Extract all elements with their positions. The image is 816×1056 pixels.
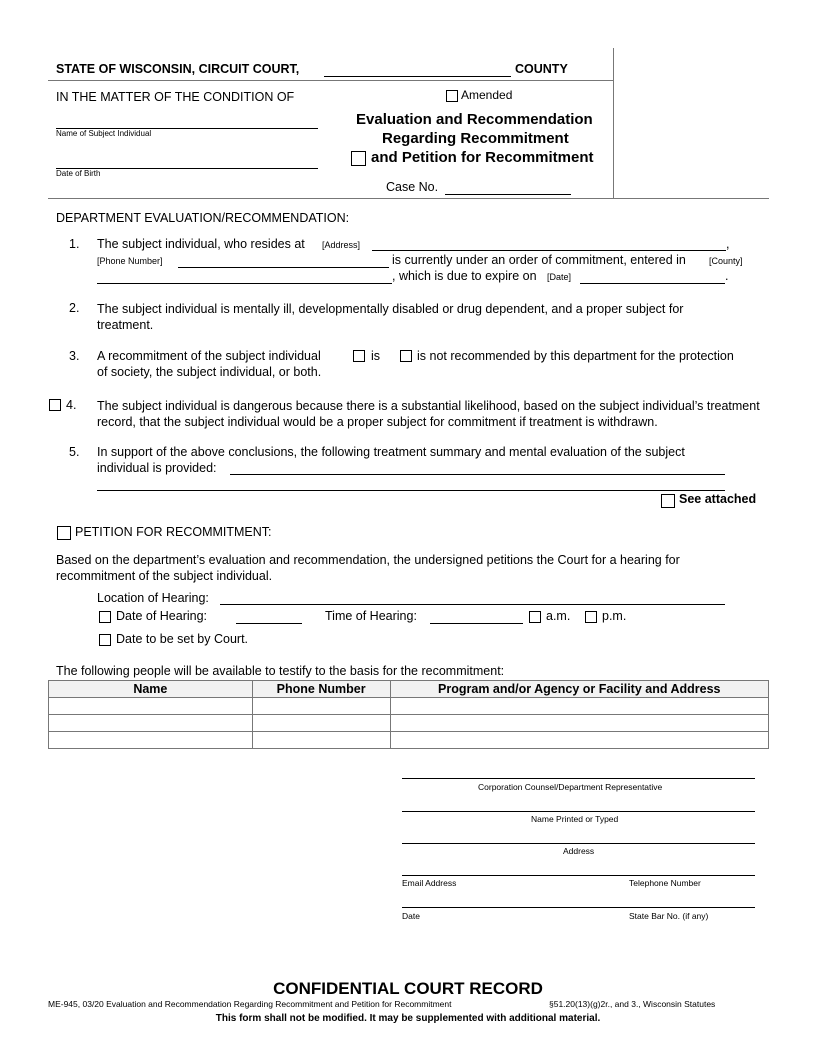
witness-phone-cell[interactable] [252, 698, 390, 715]
item1-comma: , [726, 237, 730, 251]
address-label: Address [563, 846, 595, 856]
witness-name-cell[interactable] [49, 715, 253, 732]
table-row [49, 698, 769, 715]
petition-checkbox[interactable] [57, 526, 71, 540]
witness-name-cell[interactable] [49, 698, 253, 715]
item1-address-tag: [Address] [322, 240, 361, 250]
item1-number: 1. [69, 237, 80, 251]
witness-phone-cell[interactable] [252, 732, 390, 749]
county-input[interactable] [324, 62, 511, 77]
amended-checkbox[interactable] [446, 90, 458, 102]
confidential-banner: CONFIDENTIAL COURT RECORD [273, 979, 543, 998]
treatment-summary-input-1[interactable] [230, 460, 725, 475]
item3-is-not-label: is not recommended by this department for the protection [417, 349, 734, 363]
petition-title-checkbox[interactable] [351, 151, 366, 166]
item1-text-c: , which is due to expire on [392, 269, 537, 283]
representative-signature-line[interactable] [402, 778, 755, 779]
item3-is-label: is [371, 349, 381, 363]
email-label: Email Address [402, 878, 457, 888]
recommitment-is-checkbox[interactable] [353, 350, 365, 362]
dob-label: Date of Birth [56, 169, 101, 178]
modification-notice: This form shall not be modified. It may be supplemented with additional material. [215, 1013, 601, 1024]
item1-phone-tag: [Phone Number] [97, 256, 163, 266]
table-row [49, 715, 769, 732]
item5-number: 5. [69, 445, 80, 459]
am-label: a.m. [546, 609, 571, 623]
am-checkbox[interactable] [529, 611, 541, 623]
date-bar-line[interactable] [402, 907, 755, 908]
statute-reference: §51.20(13)(g)2r., and 3., Wisconsin Statutes [549, 999, 716, 1009]
expiry-date-input[interactable] [580, 269, 725, 284]
witness-program-cell[interactable] [390, 698, 768, 715]
item2-number: 2. [69, 301, 80, 315]
item1-date-tag: [Date] [547, 272, 572, 282]
dangerous-checkbox[interactable] [49, 399, 61, 411]
treatment-summary-input-2[interactable] [97, 476, 725, 491]
case-no-label: Case No. [386, 180, 439, 194]
witnesses-intro: The following people will be available to testify to the basis for the recommitment: [56, 664, 505, 678]
location-label: Location of Hearing: [97, 591, 209, 605]
see-attached-checkbox[interactable] [661, 494, 675, 508]
item2-text: The subject individual is mentally ill, developmentally disabled or drug dependent, and a proper subject for treatment. [97, 302, 684, 332]
witness-program-cell[interactable] [390, 715, 768, 732]
header-divider-vertical [613, 48, 614, 199]
column-header-name: Name [49, 681, 253, 698]
matter-label: IN THE MATTER OF THE CONDITION OF [56, 90, 295, 104]
item5-text-b: individual is provided: [97, 461, 217, 475]
court-prefix: STATE OF WISCONSIN, CIRCUIT COURT, [56, 62, 300, 76]
witness-table [48, 680, 769, 749]
amended-label: Amended [461, 88, 513, 102]
witness-name-cell[interactable] [49, 732, 253, 749]
county-commitment-input[interactable] [97, 269, 392, 284]
pm-checkbox[interactable] [585, 611, 597, 623]
email-phone-line[interactable] [402, 875, 755, 876]
pm-label: p.m. [602, 609, 627, 623]
item5-text-a: In support of the above conclusions, the following treatment summary and mental evaluation of the subject [97, 445, 685, 459]
item1-text-b: is currently under an order of commitment, entered in [392, 253, 686, 267]
subject-name-label: Name of Subject Individual [56, 129, 152, 138]
evaluation-heading: DEPARTMENT EVALUATION/RECOMMENDATION: [56, 211, 350, 225]
header-rule-bottom [48, 198, 769, 199]
date-of-hearing-checkbox[interactable] [99, 611, 111, 623]
county-label: COUNTY [515, 62, 568, 76]
telephone-label: Telephone Number [629, 878, 701, 888]
case-no-input[interactable] [445, 180, 571, 195]
title-line-2: Regarding Recommitment [382, 130, 569, 147]
witness-program-cell[interactable] [390, 732, 768, 749]
petition-intro: Based on the department’s evaluation and recommendation, the undersigned petitions the Court for a hearing for recommitment of the subject individual. [56, 553, 680, 583]
item1-text-a: The subject individual, who resides at [97, 237, 305, 251]
table-row [49, 732, 769, 749]
bar-number-label: State Bar No. (if any) [629, 911, 709, 921]
title-line-1: Evaluation and Recommendation [356, 111, 593, 128]
printed-name-line[interactable] [402, 811, 755, 812]
column-header-program: Program and/or Agency or Facility and Address [390, 681, 768, 698]
address-input[interactable] [372, 236, 726, 251]
see-attached-label: See attached [679, 492, 757, 506]
date-label: Date [402, 911, 420, 921]
table-header-row [49, 681, 769, 698]
court-set-date-checkbox[interactable] [99, 634, 111, 646]
header-rule-top [48, 80, 613, 81]
item1-county-tag: [County] [709, 256, 743, 266]
item4-text: The subject individual is dangerous because there is a substantial likelihood, based on the subject individual’s treatment record, that the subject individual would be a proper subject for commitment if treatment is withdrawn. [97, 399, 760, 429]
item1-period: . [725, 269, 729, 283]
printed-name-label: Name Printed or Typed [531, 814, 619, 824]
date-of-hearing-label: Date of Hearing: [116, 609, 208, 623]
representative-label: Corporation Counsel/Department Representative [478, 782, 663, 792]
item3-number: 3. [69, 349, 80, 363]
subject-name-input[interactable] [56, 114, 318, 129]
witness-phone-cell[interactable] [252, 715, 390, 732]
form-id: ME-945, 03/20 Evaluation and Recommendation Regarding Recommitment and Petition for Recommitment [48, 999, 452, 1009]
item3-text-a: A recommitment of the subject individual [97, 349, 321, 363]
petition-heading: PETITION FOR RECOMMITMENT: [75, 525, 272, 539]
location-input[interactable] [220, 590, 725, 605]
phone-input[interactable] [178, 253, 389, 268]
date-of-hearing-input[interactable] [236, 609, 302, 624]
court-set-date-label: Date to be set by Court. [116, 632, 249, 646]
dob-input[interactable] [56, 154, 318, 169]
address-line[interactable] [402, 843, 755, 844]
item4-number: 4. [66, 398, 77, 412]
title-line-3: and Petition for Recommitment [371, 149, 594, 166]
time-of-hearing-input[interactable] [430, 609, 523, 624]
time-of-hearing-label: Time of Hearing: [325, 609, 417, 623]
item3-text-b: of society, the subject individual, or both. [97, 365, 322, 379]
column-header-phone: Phone Number [252, 681, 390, 698]
recommitment-is-not-checkbox[interactable] [400, 350, 412, 362]
